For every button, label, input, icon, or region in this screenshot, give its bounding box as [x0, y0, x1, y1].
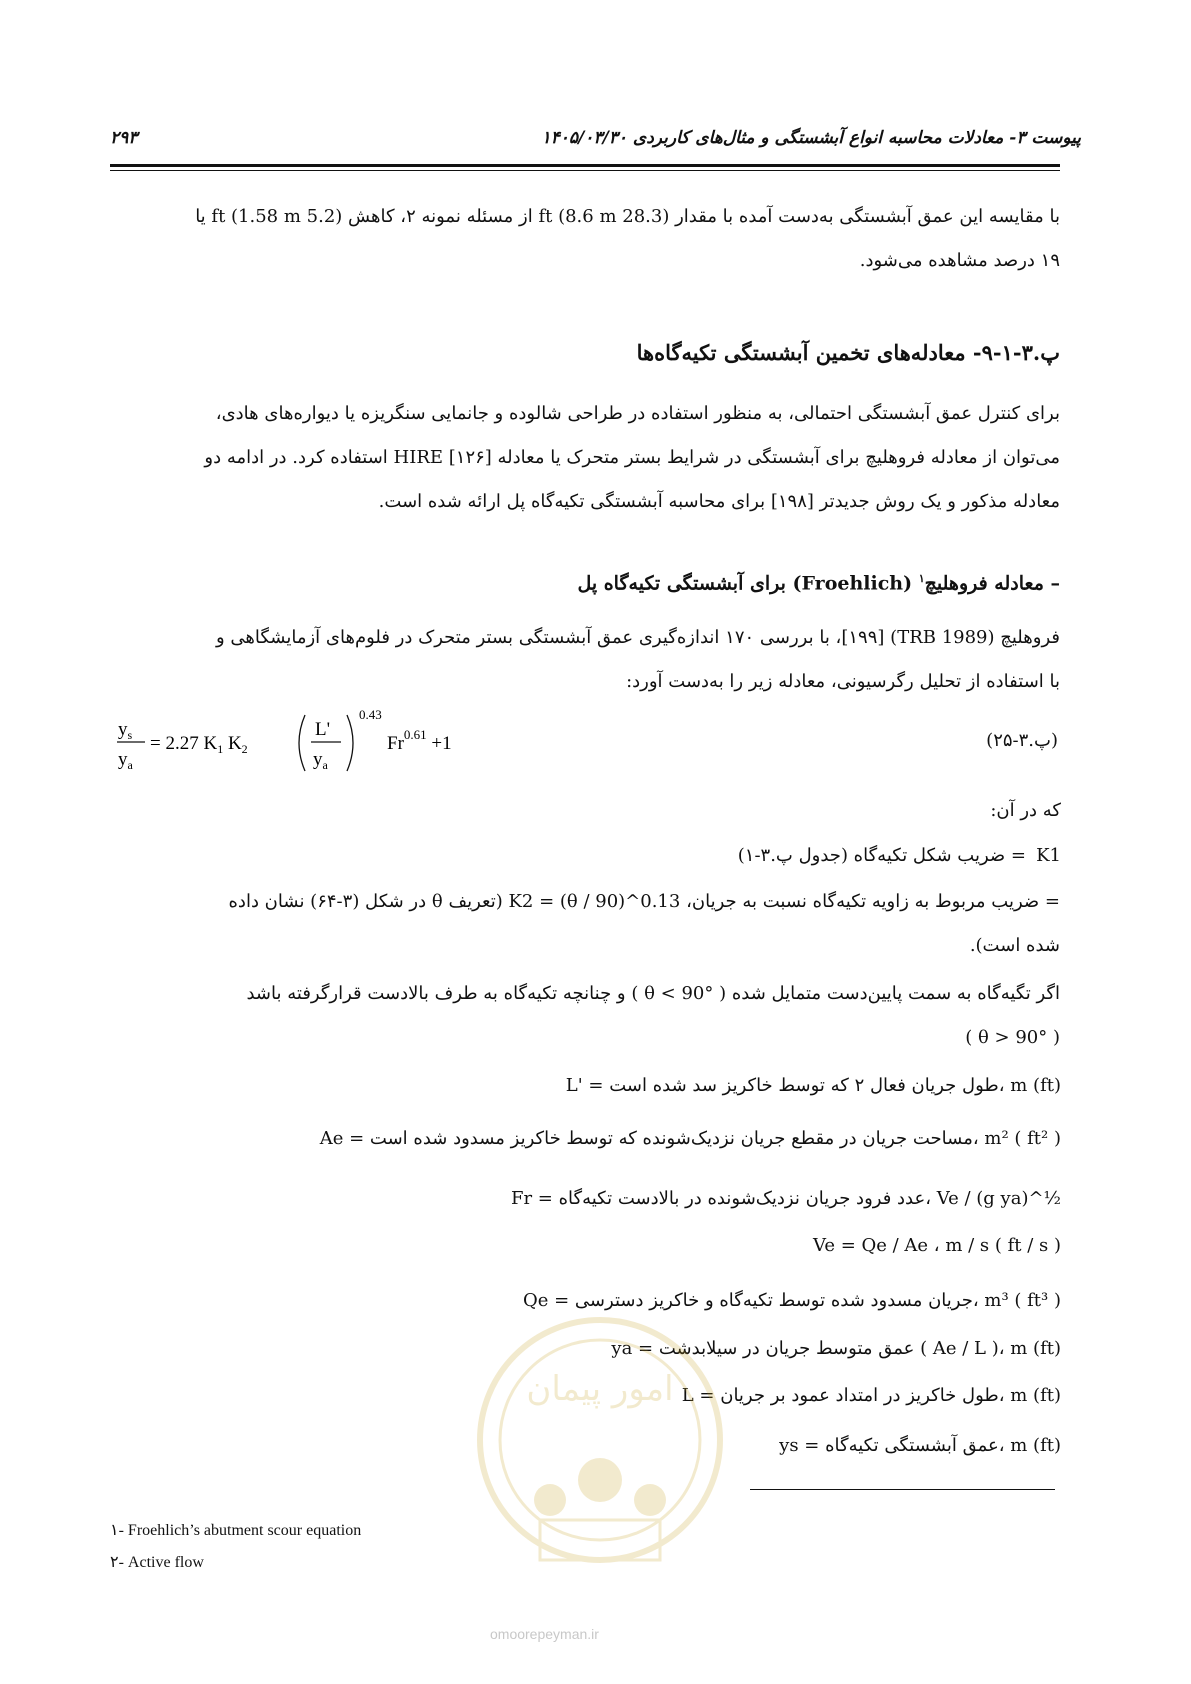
intro-paragraph [110, 195, 1060, 283]
page-header [110, 128, 1081, 154]
subheading-latin: (Froehlich) [792, 572, 913, 595]
footnote-rule [750, 1489, 1055, 1490]
froehlich-line-1: فروهلیچ (TRB 1989) [۱۹۹]، با بررسی ۱۷۰ اندازه‌گیری عمق آبشستگی بستر متحرک در فلوم‌های آزمایشگاهی و [215, 627, 1060, 648]
header-rule-thick [110, 164, 1060, 167]
section-line-1: برای کنترل عمق آبشستگی احتمالی، به منظور استفاده در طراحی شالوده و جانمایی سنگریزه یا دیواره‌های هادی، [215, 403, 1060, 424]
section-heading: پ.۳-۱-۹- معادله‌های تخمین آبشستگی تکیه‌گاه‌ها [636, 340, 1060, 365]
eq-lhs-num: $y_s$ [118, 719, 133, 742]
eq-right-paren [347, 715, 353, 771]
section-line-2: می‌توان از معادله فروهلیچ برای آبشستگی در شرایط بستر متحرک یا معادله HIRE [۱۲۶] استفاده کرد. در ادامه دو [204, 447, 1060, 468]
page-number: ۲۹۳ [110, 128, 138, 148]
eq-coefficient: = 2.27 $K_1$ $K_2$ [150, 733, 248, 756]
subheading-suffix: برای آبشستگی تکیه‌گاه پل [577, 572, 786, 595]
def-k2 [110, 880, 1060, 968]
intro-line-1: با مقایسه این عمق آبشستگی به‌دست آمده با مقدار (28.3 ft (8.6 m از مسئله نمونه ۲، کاهش (5.2 ft (1.58 m یا [195, 206, 1060, 227]
eq-left-paren [299, 715, 305, 771]
froehlich-equation [115, 705, 585, 780]
subheading-prefix: – معادله فروهلیچ [924, 572, 1060, 595]
theta-line-2: ( θ > 90° ) [965, 1027, 1060, 1048]
def-ya: ya = عمق متوسط جریان در سیلابدشت ( Ae / L )، m (ft) [611, 1338, 1061, 1359]
eq-froude: $Fr^{0.61} +1$ [387, 727, 452, 754]
eq-exponent-1: 0.43 [359, 707, 382, 722]
theta-line-1: اگر تگیه‌گاه به سمت پایین‌دست متمایل شده ( θ < 90° ) و چنانچه تکیه‌گاه به طرف بالادست قرارگرفته باشد [246, 983, 1060, 1004]
footnote-1: ۱- Froehlich’s abutment scour equation [110, 1522, 362, 1539]
def-ys: ys = عمق آبشستگی تکیه‌گاه، m (ft) [779, 1435, 1061, 1456]
froehlich-line-2: با استفاده از تحلیل رگرسیونی، معادله زیر را به‌دست آورد: [626, 671, 1060, 692]
watermark-ring [480, 1320, 720, 1560]
eq-lhs-den: $y_a$ [118, 749, 133, 772]
intro-line-2: ۱۹ درصد مشاهده می‌شود. [859, 250, 1060, 271]
watermark-logo [450, 1270, 750, 1600]
watermark-logo-text: امور پیمان [526, 1369, 674, 1409]
froehlich-paragraph [110, 616, 1060, 704]
running-title: پیوست ۳- معادلات محاسبه انواع آبشستگی و مثال‌های کاربردی ۱۴۰۵/۰۳/۳۰ [541, 128, 1081, 148]
def-l: L = طول خاکریز در امتداد عمود بر جریان، m (ft) [681, 1385, 1061, 1406]
eq-inner-den: $y_a$ [313, 749, 328, 772]
equation-number: (پ.۳-۲۵) [986, 730, 1058, 751]
def-qe: Qe = جریان مسدود شده توسط تکیه‌گاه و خاکریز دسترسی، m³ ( ft³ ) [522, 1290, 1061, 1311]
section-line-3: معادله مذکور و یک روش جدیدتر [۱۹۸] برای محاسبه آبشستگی تکیه‌گاه پل ارائه شده است. [378, 491, 1060, 512]
def-k2-line-1: = ضریب مربوط به زاویه تکیه‌گاه نسبت به جریان، K2 = (θ / 90)^0.13 (تعریف θ در شکل (۳-۶۴) نشان داده [228, 891, 1060, 912]
def-lprime: L' = طول جریان فعال ۲ که توسط خاکریز سد شده است، m (ft) [565, 1075, 1061, 1096]
def-k2-line-2: شده است). [969, 935, 1060, 956]
footnote-mark-1: ۱ [918, 572, 925, 585]
def-ve: Ve = Qe / Ae ، m / s ( ft / s ) [812, 1235, 1061, 1256]
eq-inner-num: L' [315, 719, 331, 740]
def-k1-text: = ضریب شکل تکیه‌گاه (جدول پ.۳-۱) [737, 845, 1026, 866]
header-rule-thin [110, 170, 1060, 171]
watermark-gear-right [634, 1484, 666, 1516]
footnote-2: ۲- Active flow [110, 1554, 204, 1571]
def-k1: K1 [1036, 845, 1061, 866]
watermark-gear [578, 1458, 622, 1502]
theta-condition [110, 972, 1060, 1060]
watermark-url: omoorepeyman.ir [490, 1626, 599, 1642]
section-paragraph [110, 392, 1060, 524]
def-fr: Fr = عدد فرود جریان نزدیک‌شونده در بالادست تکیه‌گاه، Ve / (g ya)^½ [510, 1188, 1061, 1209]
froehlich-subheading [110, 572, 1060, 594]
def-ae: Ae = مساحت جریان در مقطع جریان نزدیک‌شونده که توسط خاکریز مسدود شده است، m² ( ft² ) [319, 1128, 1061, 1149]
watermark-gear-left [534, 1484, 566, 1516]
where-label: که در آن: [990, 800, 1061, 821]
